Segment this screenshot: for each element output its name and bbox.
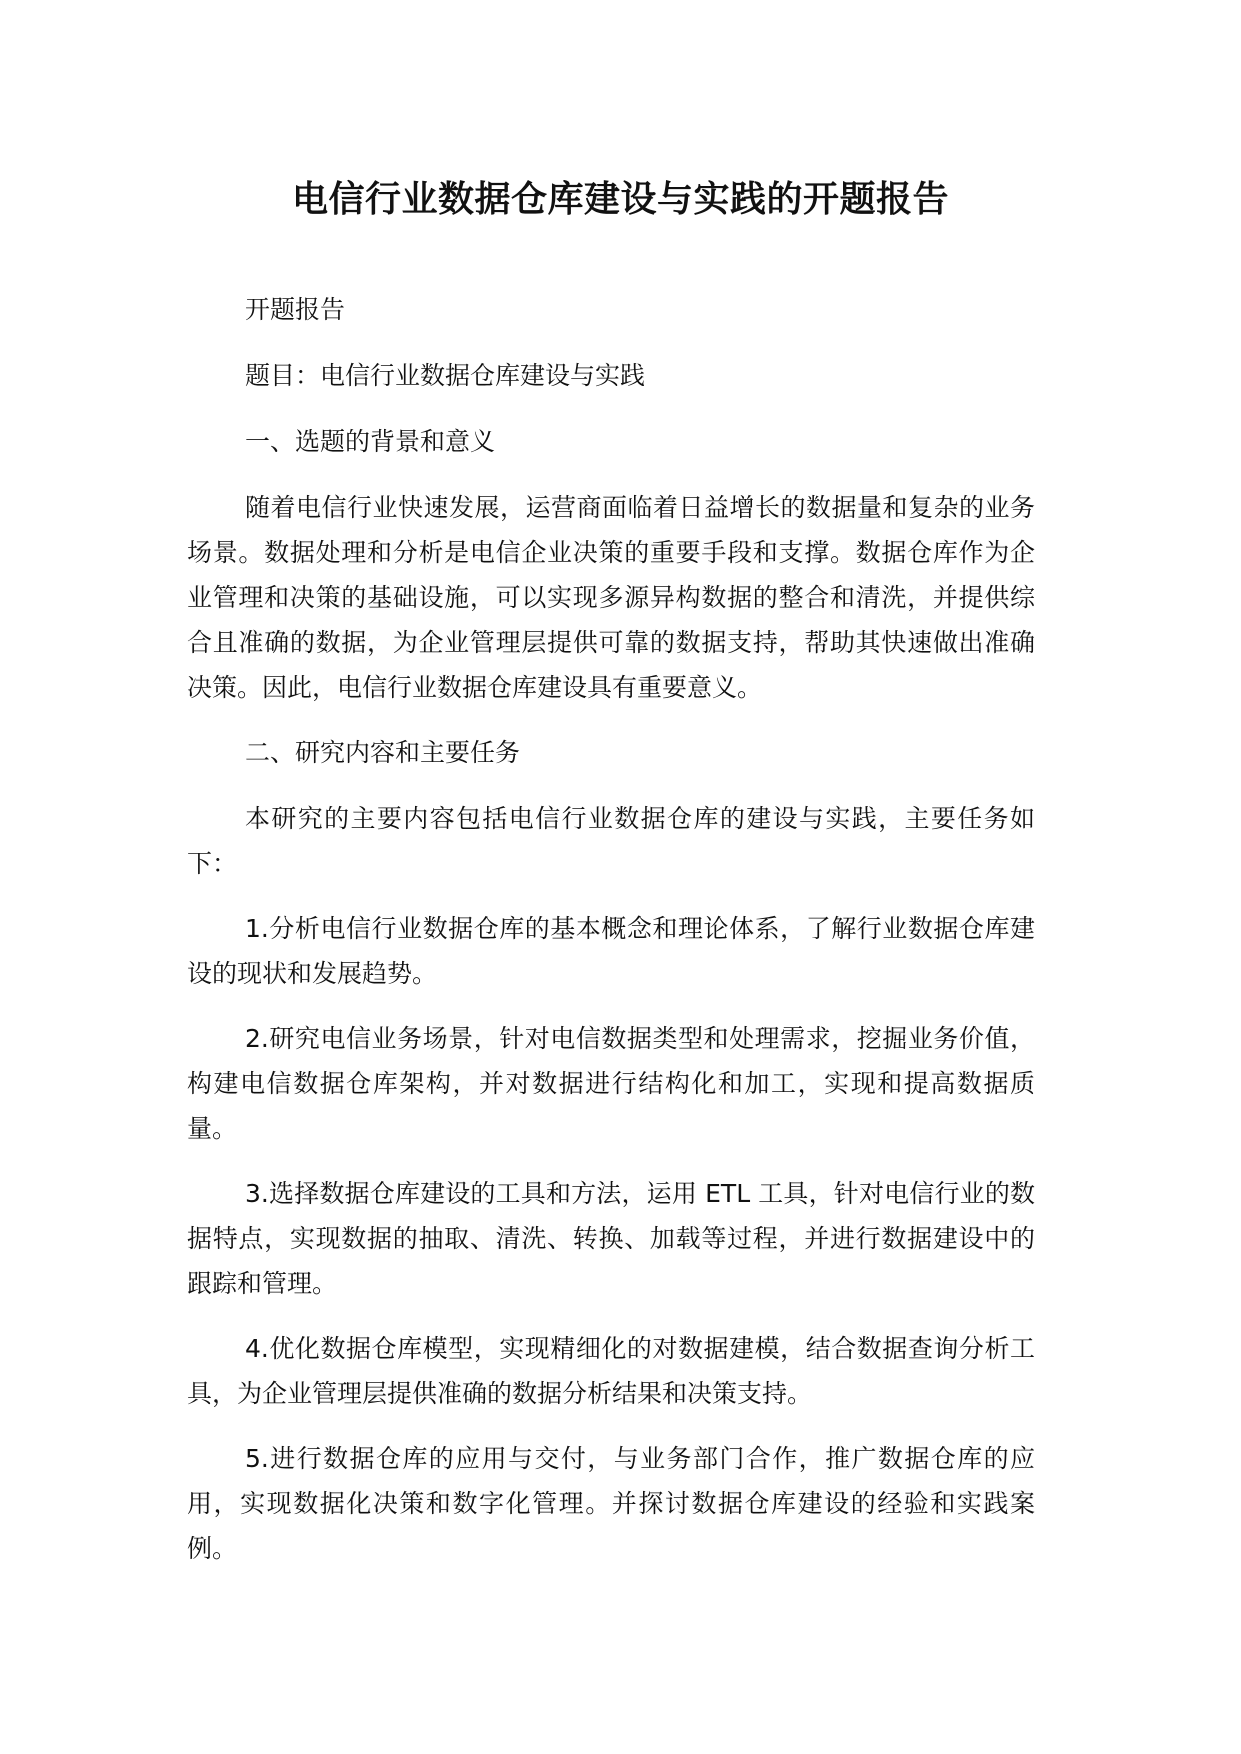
paragraph-background: 随着电信行业快速发展，运营商面临着日益增长的数据量和复杂的业务场景。数据处理和分析是电信企业决策的重要手段和支撑。数据仓库作为企业管理和决策的基础设施，可以实现多源异构数据的整合和清洗，并提供综合且准确的数据，为企业管理层提供可靠的数据支持，帮助其快速做出准确决策。因此，电信行业数据仓库建设具有重要意义。 [187, 493, 1035, 702]
paragraph-research-intro: 本研究的主要内容包括电信行业数据仓库的建设与实践，主要任务如下： [187, 804, 1035, 878]
list-item-task-4: 4.优化数据仓库模型，实现精细化的对数据建模，结合数据查询分析工具，为企业管理层提供准确的数据分析结果和决策支持。 [187, 1334, 1035, 1408]
list-item-task-5: 5.进行数据仓库的应用与交付，与业务部门合作，推广数据仓库的应用，实现数据化决策和数字化管理。并探讨数据仓库建设的经验和实践案例。 [187, 1444, 1035, 1563]
list-item-task-2: 2.研究电信业务场景，针对电信数据类型和处理需求，挖掘业务价值，构建电信数据仓库架构，并对数据进行结构化和加工，实现和提高数据质量。 [187, 1024, 1035, 1143]
section-heading-research-content: 二、研究内容和主要任务 [245, 738, 521, 767]
section-label-report: 开题报告 [245, 295, 346, 324]
section-heading-background: 一、选题的背景和意义 [245, 427, 496, 456]
document-body [187, 287, 1035, 1591]
list-item-task-3: 3.选择数据仓库建设的工具和方法，运用 ETL 工具，针对电信行业的数据特点，实现数据的抽取、清洗、转换、加载等过程，并进行数据建设中的跟踪和管理。 [187, 1179, 1035, 1298]
list-item-task-1: 1.分析电信行业数据仓库的基本概念和理论体系，了解行业数据仓库建设的现状和发展趋势。 [187, 914, 1035, 988]
document-title: 电信行业数据仓库建设与实践的开题报告 [291, 179, 949, 220]
topic-line: 题目：电信行业数据仓库建设与实践 [245, 361, 646, 390]
